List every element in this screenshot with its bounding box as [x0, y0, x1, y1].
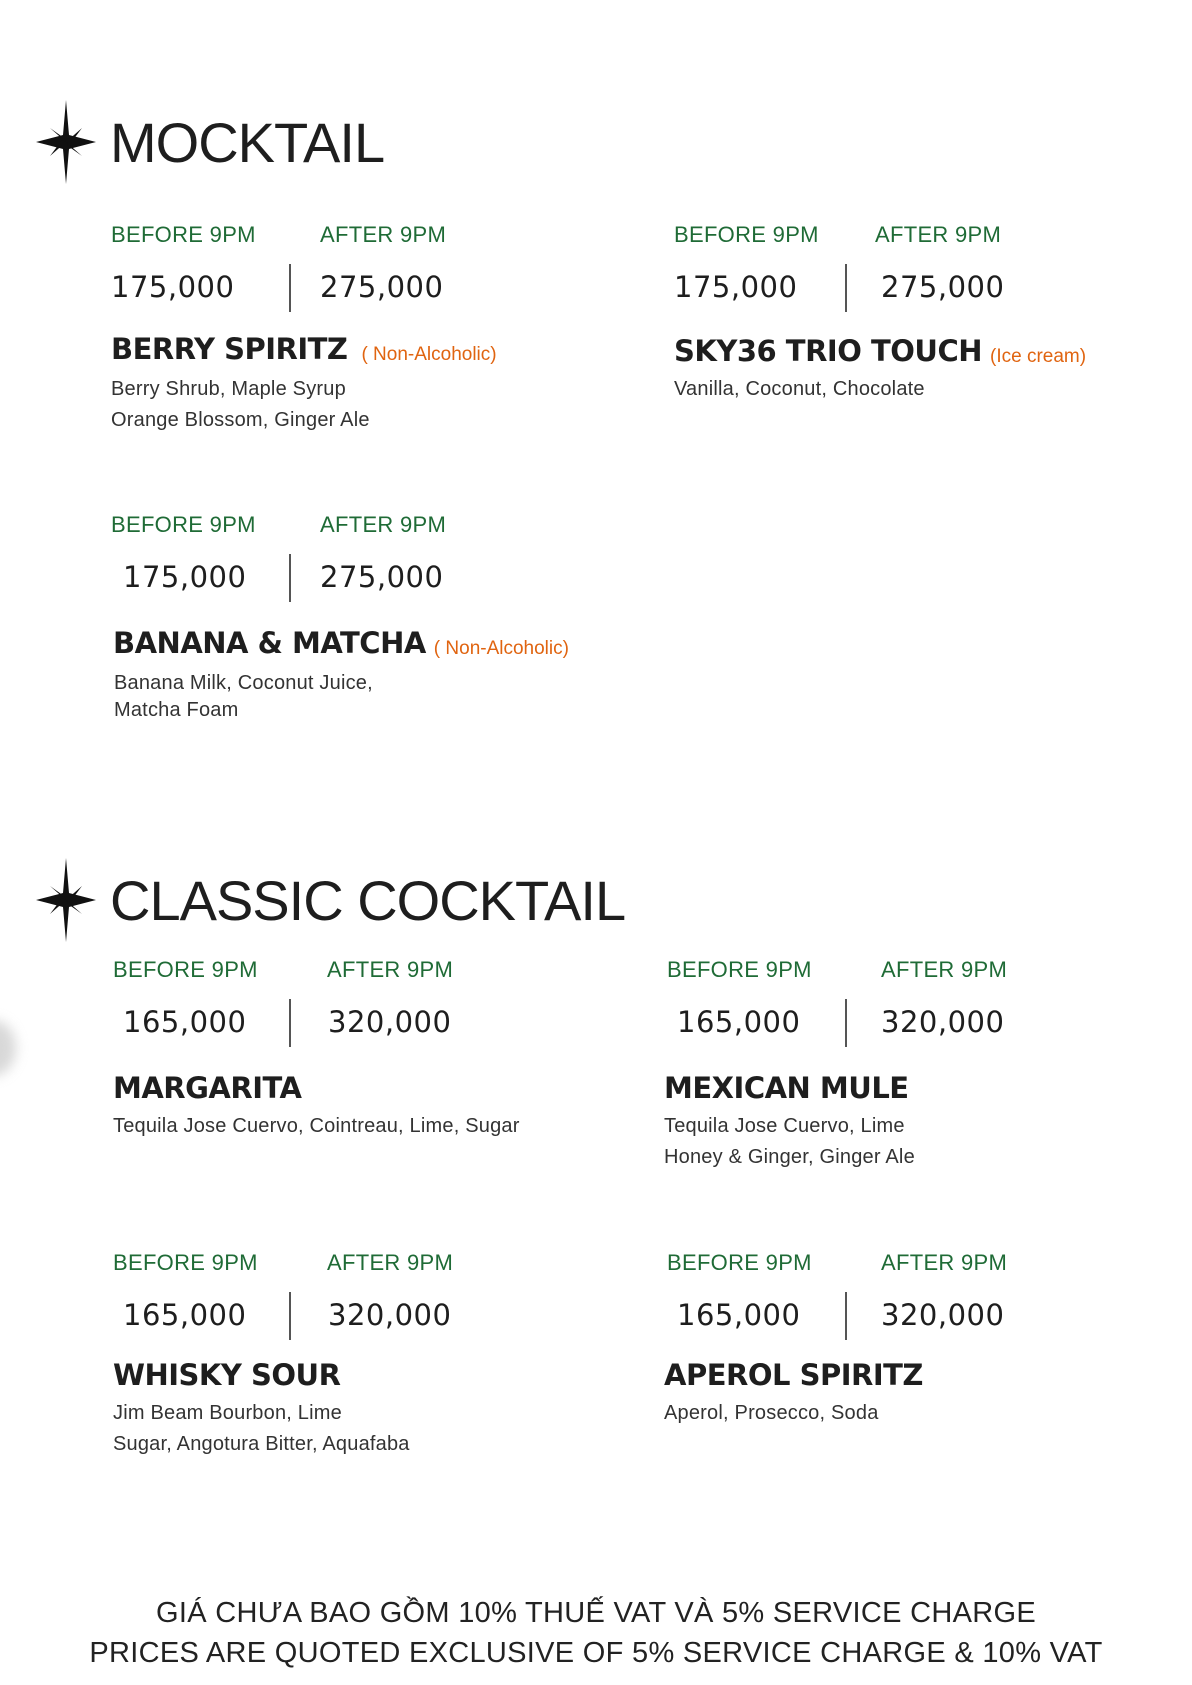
before-price: 165,000 — [677, 1298, 801, 1332]
price-divider — [845, 264, 847, 312]
price-divider — [289, 999, 291, 1047]
item-name: BANANA & MATCHA — [113, 626, 426, 660]
price-divider — [845, 999, 847, 1047]
section-title-mocktail — [36, 100, 384, 184]
before-9pm-label: BEFORE 9PM — [667, 957, 812, 982]
after-9pm-label: AFTER 9PM — [320, 512, 447, 537]
after-price: 275,000 — [320, 560, 444, 594]
before-price: 165,000 — [123, 1005, 247, 1039]
after-price: 320,000 — [881, 1005, 1005, 1039]
after-9pm-label: AFTER 9PM — [875, 222, 1002, 247]
before-9pm-label: BEFORE 9PM — [113, 957, 258, 982]
menu-item — [111, 222, 631, 436]
section-title-text: CLASSIC COCKTAIL — [110, 868, 626, 932]
before-price: 165,000 — [677, 1005, 801, 1039]
after-9pm-label: AFTER 9PM — [881, 957, 1008, 982]
edge-shadow — [0, 1020, 16, 1076]
item-desc-line: Vanilla, Coconut, Chocolate — [674, 378, 925, 400]
item-desc-line: Jim Beam Bourbon, Lime — [113, 1402, 342, 1424]
item-name: WHISKY SOUR — [113, 1358, 341, 1392]
item-desc-line: Matcha Foam — [114, 699, 239, 721]
after-price: 275,000 — [320, 270, 444, 304]
item-desc-line: Banana Milk, Coconut Juice, — [114, 672, 373, 694]
disclaimer-english: PRICES ARE QUOTED EXCLUSIVE OF 5% SERVICE CHARGE & 10% VAT — [89, 1637, 1103, 1669]
item-name: MARGARITA — [113, 1071, 302, 1105]
item-name: BERRY SPIRITZ — [111, 332, 348, 366]
section-title-classic-cocktail — [36, 858, 625, 942]
menu-item — [664, 1250, 1164, 1429]
menu-item — [111, 512, 671, 724]
price-divider — [289, 554, 291, 602]
section-title-text: MOCKTAIL — [110, 110, 385, 174]
before-9pm-label: BEFORE 9PM — [111, 512, 256, 537]
item-desc-line: Tequila Jose Cuervo, Lime — [664, 1115, 905, 1137]
before-price: 175,000 — [674, 270, 798, 304]
item-tag: ( Non-Alcoholic) — [433, 637, 569, 659]
after-price: 275,000 — [881, 270, 1005, 304]
before-price: 175,000 — [123, 560, 247, 594]
after-price: 320,000 — [328, 1005, 452, 1039]
item-tag: (Ice cream) — [990, 345, 1087, 367]
item-desc-line: Orange Blossom, Ginger Ale — [111, 409, 370, 431]
price-divider — [845, 1292, 847, 1340]
item-desc-line: Berry Shrub, Maple Syrup — [111, 378, 346, 400]
four-point-star-icon — [36, 100, 96, 184]
after-9pm-label: AFTER 9PM — [327, 1250, 454, 1275]
item-name: MEXICAN MULE — [664, 1071, 909, 1105]
after-price: 320,000 — [328, 1298, 452, 1332]
after-9pm-label: AFTER 9PM — [320, 222, 447, 247]
item-desc-line: Honey & Ginger, Ginger Ale — [664, 1146, 915, 1168]
item-desc-line: Sugar, Angotura Bitter, Aquafaba — [113, 1433, 410, 1455]
disclaimer-vietnamese: GIÁ CHƯA BAO GỒM 10% THUẾ VAT VÀ 5% SERVICE CHARGE — [156, 1597, 1036, 1629]
before-9pm-label: BEFORE 9PM — [111, 222, 256, 247]
menu-item — [674, 222, 1174, 405]
after-9pm-label: AFTER 9PM — [327, 957, 454, 982]
item-name: APEROL SPIRITZ — [664, 1358, 923, 1392]
price-divider — [289, 1292, 291, 1340]
after-9pm-label: AFTER 9PM — [881, 1250, 1008, 1275]
before-9pm-label: BEFORE 9PM — [667, 1250, 812, 1275]
before-9pm-label: BEFORE 9PM — [674, 222, 819, 247]
menu-item — [113, 957, 633, 1142]
item-desc-line: Aperol, Prosecco, Soda — [664, 1402, 879, 1424]
four-point-star-icon — [36, 858, 96, 942]
item-tag: ( Non-Alcoholic) — [361, 343, 497, 365]
item-name: SKY36 TRIO TOUCH — [674, 334, 982, 368]
before-price: 165,000 — [123, 1298, 247, 1332]
menu-item — [664, 957, 1164, 1173]
after-price: 320,000 — [881, 1298, 1005, 1332]
price-disclaimer — [0, 1593, 1192, 1673]
before-9pm-label: BEFORE 9PM — [113, 1250, 258, 1275]
menu-item — [113, 1250, 633, 1460]
before-price: 175,000 — [111, 270, 235, 304]
item-desc-line: Tequila Jose Cuervo, Cointreau, Lime, Sugar — [113, 1115, 520, 1137]
price-divider — [289, 264, 291, 312]
